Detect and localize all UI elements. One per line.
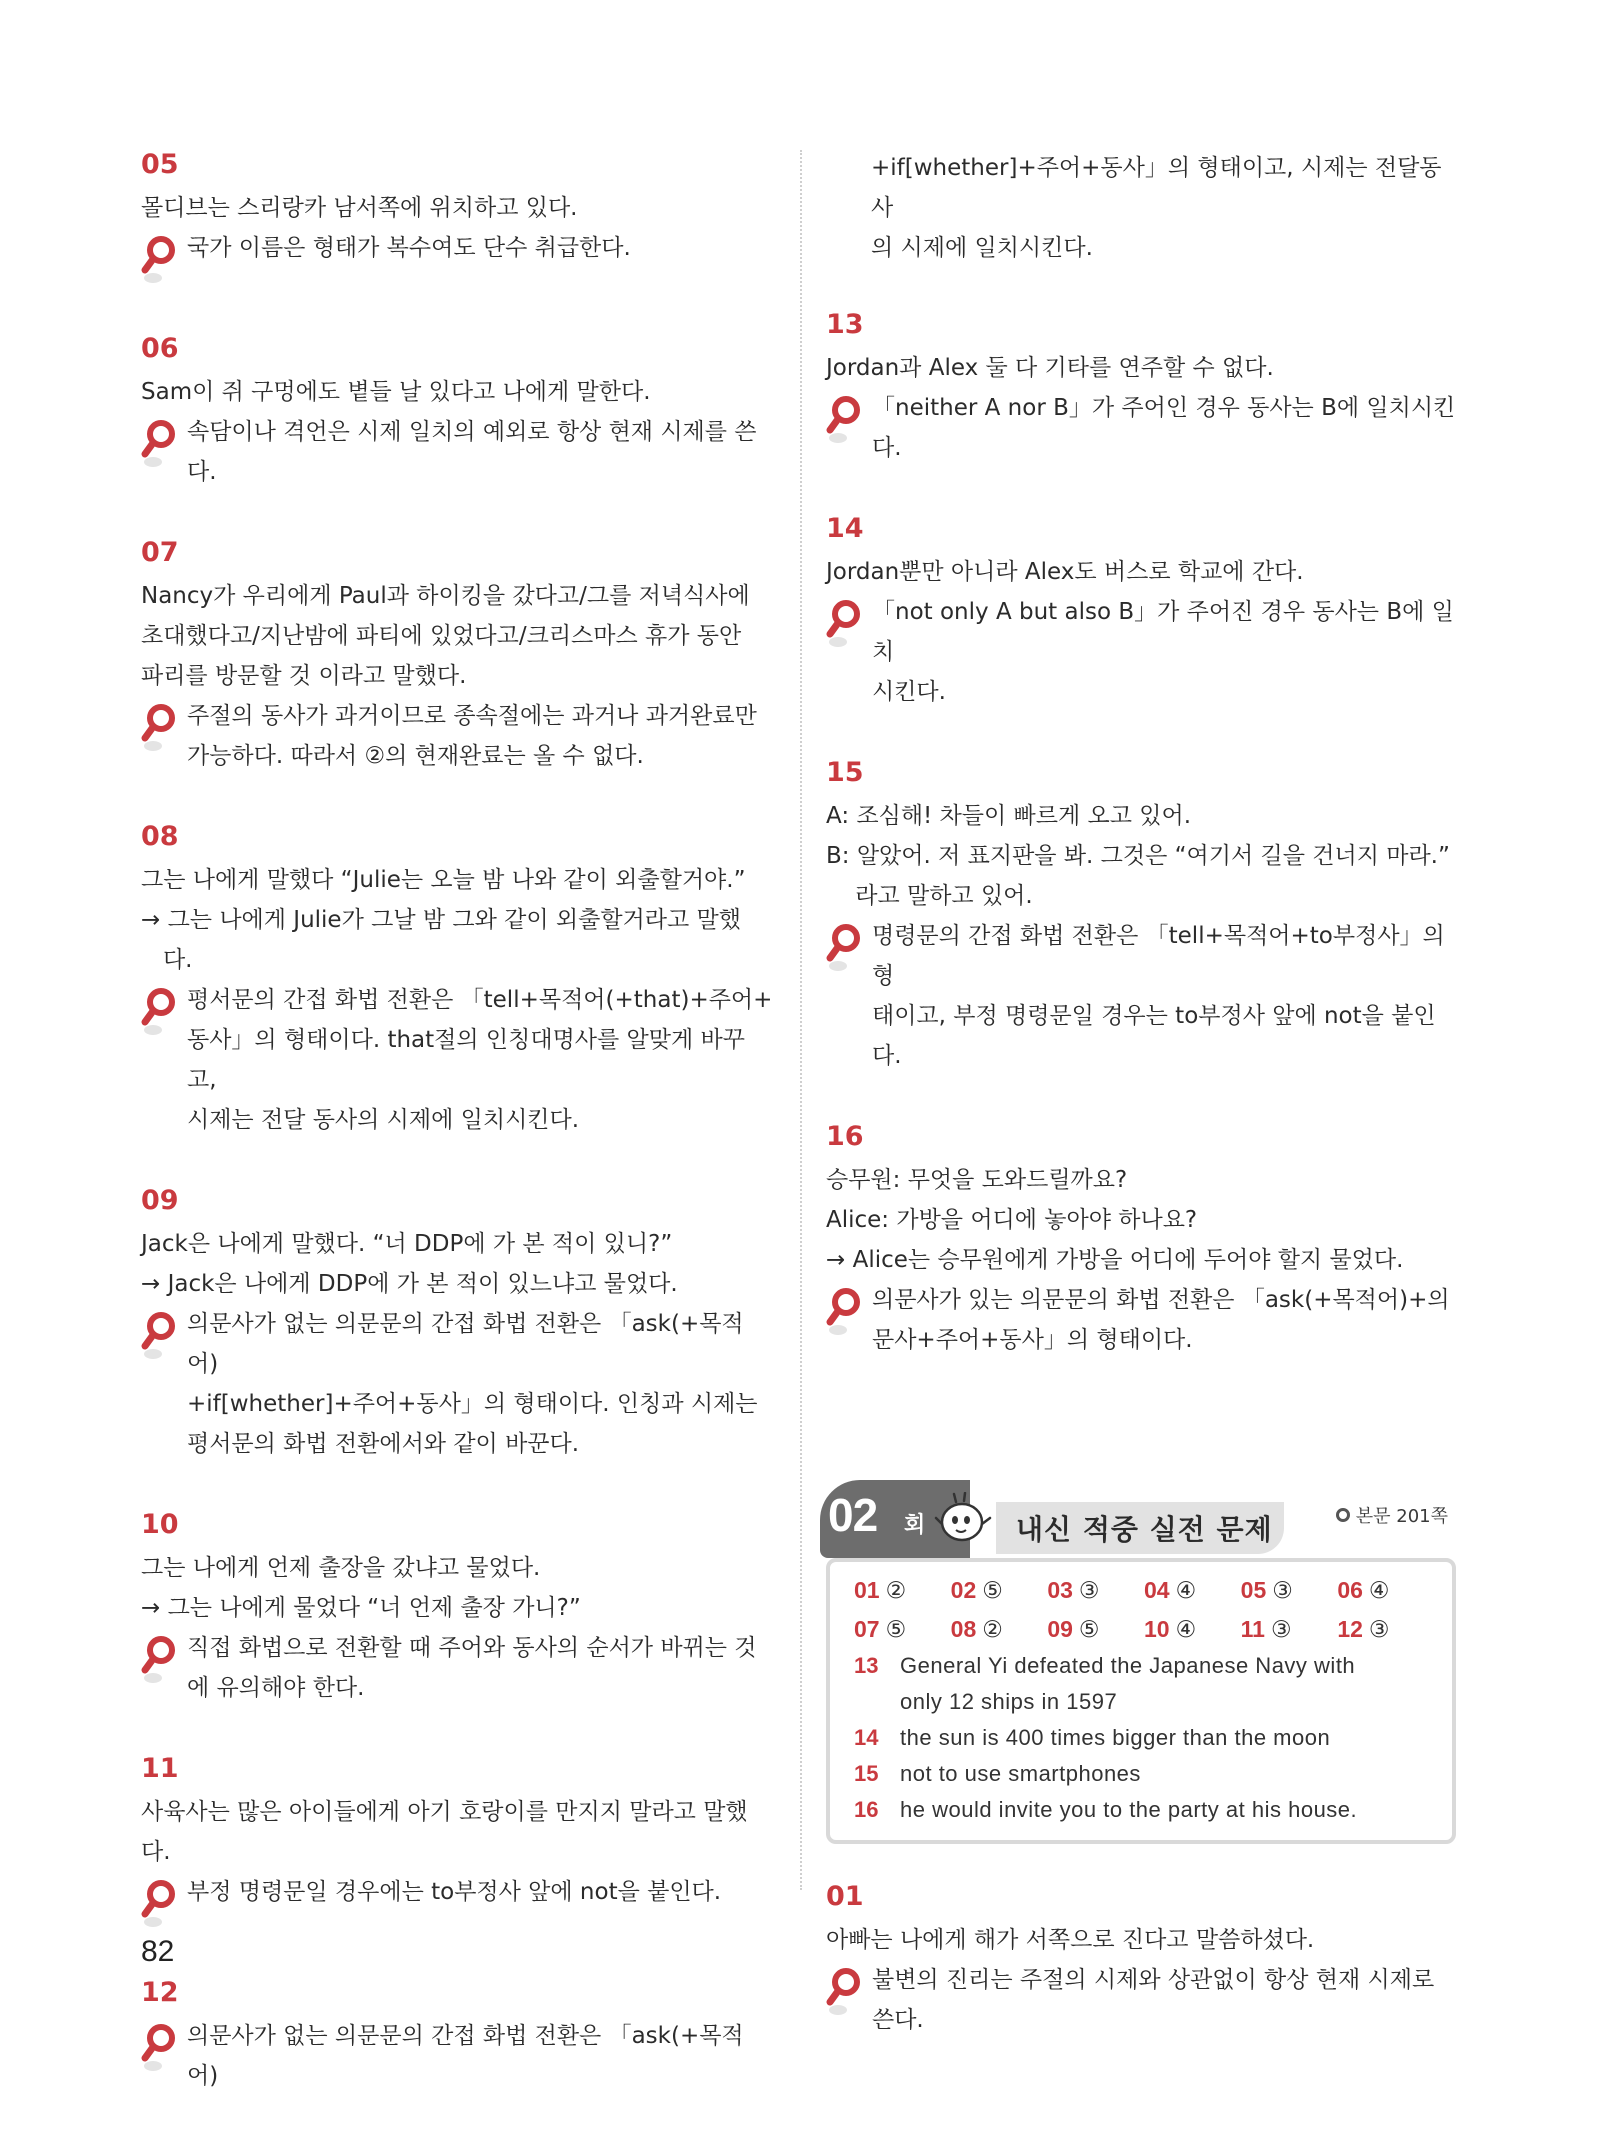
translation-line: → 그는 나에게 Julie가 그날 밤 그와 같이 외출할거라고 말했: [141, 907, 741, 933]
explanation-line: 평서문의 화법 전환에서와 같이 바꾼다.: [187, 1431, 580, 1457]
item-number: 07: [141, 537, 179, 568]
answer-cell: [1241, 1572, 1338, 1609]
magnifier-note-icon: [826, 394, 862, 448]
explanation-line: 「not only A but also B」가 주어진 경우 동사는 B에 일치: [872, 599, 1454, 665]
answer-number: 10: [1143, 1616, 1170, 1642]
answer-box-title: 내신 적중 실전 문제: [1016, 1513, 1273, 1546]
answer-cell: [854, 1611, 951, 1648]
explanation-line: 가능하다. 따라서 ②의 현재완료는 올 수 없다.: [187, 743, 644, 769]
explanation-note: [826, 388, 1456, 468]
magnifier-note-icon: [141, 1310, 177, 1364]
explanation-line: 다.: [872, 1043, 902, 1069]
page-reference-text: 본문 201쪽: [1355, 1506, 1448, 1527]
page-reference: [1336, 1502, 1448, 1528]
explanation-text: [872, 1280, 1450, 1360]
circle-bullet-icon: [1336, 1508, 1350, 1522]
explanation-text: [187, 1628, 757, 1708]
answer-box-section: [826, 1480, 1456, 1844]
explanation-line: 국가 이름은 형태가 복수여도 단수 취급한다.: [187, 235, 631, 261]
translation-line: Nancy가 우리에게 Paul과 하이킹을 갔다고/그를 저녁식사에: [141, 583, 750, 609]
answer-text: not to use smartphones: [900, 1761, 1141, 1786]
magnifier-note-icon: [141, 2022, 177, 2076]
item-number: 16: [826, 1121, 864, 1152]
translation-line: → 그는 나에게 물었다 “너 언제 출장 가니?”: [141, 1595, 581, 1621]
explanation-text: [872, 916, 1456, 1076]
explanation-text: [187, 2016, 773, 2096]
explanation-line: 직접 화법으로 전환할 때 주어와 동사의 순서가 바뀌는 것: [187, 1635, 757, 1661]
round-suffix: 회: [904, 1513, 926, 1538]
translation-line: B: 알았어. 저 표지판을 봐. 그것은 “여기서 길을 건너지 마라.”: [826, 843, 1450, 869]
mascot-icon: [934, 1492, 998, 1548]
explanation-line: 주절의 동사가 과거이므로 종속절에는 과거나 과거완료만: [187, 703, 757, 729]
item-09: [141, 1184, 773, 1464]
item-number: 13: [826, 309, 864, 340]
explanation-line: 태이고, 부정 명령문일 경우는 to부정사 앞에 not을 붙인: [872, 1003, 1436, 1029]
answer-number: 03: [1047, 1577, 1073, 1603]
answer-cell: [1337, 1572, 1434, 1609]
long-answer-row: [854, 1720, 1434, 1756]
explanation-note: [141, 412, 773, 492]
explanation-note: [141, 2016, 773, 2096]
answer-number: 11: [1240, 1616, 1265, 1642]
explanation-text: [187, 1872, 721, 1912]
explanation-line: 명령문의 간접 화법 전환은 「tell+목적어+to부정사」의 형: [872, 923, 1453, 989]
left-column: [141, 148, 773, 2140]
translation-line: 승무원: 무엇을 도와드릴까요?: [826, 1167, 1128, 1193]
answer-key-box: [826, 1558, 1456, 1844]
explanation-line: 「neither A nor B」가 주어인 경우 동사는 B에 일치시킨다.: [872, 395, 1456, 461]
answer-choice: ③: [1270, 1617, 1292, 1643]
explanation-note: [141, 228, 773, 288]
translation-line: Sam이 쥐 구멍에도 볕들 날 있다고 나에게 말한다.: [141, 379, 651, 405]
answer-number: 01: [854, 1577, 880, 1603]
answer-number: 07: [854, 1616, 880, 1642]
item-number: 11: [141, 1753, 179, 1784]
explanation-line: 시킨다.: [872, 679, 946, 705]
explanation-line: 동사」의 형태이다. that절의 인칭대명사를 알맞게 바꾸고,: [187, 1027, 745, 1093]
answer-number: 08: [950, 1616, 977, 1642]
answer-text: General Yi defeated the Japanese Navy with: [900, 1653, 1356, 1678]
translation-line: 사육사는 많은 아이들에게 아기 호랑이를 만지지 말라고 말했: [141, 1799, 748, 1825]
item-06: [141, 332, 773, 492]
item-11: [141, 1752, 773, 1932]
magnifier-note-icon: [826, 598, 862, 652]
item-number: 06: [141, 333, 179, 364]
answer-choice: ⑤: [885, 1617, 907, 1643]
translation-line: 그는 나에게 말했다 “Julie는 오늘 밤 나와 같이 외출할거야.”: [141, 867, 746, 893]
answer-number: 15: [854, 1761, 879, 1786]
post-answer-sections: [826, 1880, 1456, 2040]
answer-choice: ④: [1368, 1578, 1390, 1604]
explanation-text: [872, 1960, 1434, 2040]
answer-number: 05: [1240, 1577, 1267, 1603]
explanation-note: [141, 1304, 773, 1464]
explanation-line: 의문사가 없는 의문문의 간접 화법 전환은 「ask(+목적어): [187, 1311, 744, 1377]
long-answer-row: [854, 1648, 1434, 1684]
item-number: 09: [141, 1185, 179, 1216]
explanation-line: 문사+주어+동사」의 형태이다.: [872, 1327, 1193, 1353]
explanation-note: [826, 1280, 1456, 1360]
explanation-line: +if[whether]+주어+동사」의 형태이다. 인칭과 시제는: [187, 1391, 758, 1417]
item-01: [826, 1880, 1456, 2040]
translation-line: A: 조심해! 차들이 빠르게 오고 있어.: [826, 803, 1191, 829]
right-column: [826, 148, 1456, 2084]
item-05: [141, 148, 773, 288]
explanation-line: 불변의 진리는 주절의 시제와 상관없이 항상 현재 시제로: [872, 1967, 1435, 1993]
translation-line: 다.: [141, 1839, 171, 1865]
explanation-line: 속담이나 격언은 시제 일치의 예외로 항상 현재 시제를 쓴: [187, 419, 757, 445]
answer-number: 16: [854, 1797, 879, 1822]
answer-cell: [1337, 1611, 1434, 1648]
translation-line: 몰디브는 스리랑카 남서쪽에 위치하고 있다.: [141, 195, 578, 221]
translation-line: Jordan과 Alex 둘 다 기타를 연주할 수 없다.: [826, 355, 1274, 381]
answer-text: only 12 ships in 1597: [900, 1689, 1118, 1714]
explanation-line: 의문사가 없는 의문문의 간접 화법 전환은 「ask(+목적어): [187, 2023, 744, 2089]
answer-box-header: [826, 1480, 1456, 1558]
answer-choice: ⑤: [1078, 1617, 1100, 1643]
continued-note: [826, 148, 1456, 268]
translation-line: 초대했다고/지난밤에 파티에 있었다고/크리스마스 휴가 동안: [141, 623, 742, 649]
answer-cell: [1144, 1572, 1241, 1609]
explanation-text: [187, 228, 631, 268]
explanation-line: 평서문의 간접 화법 전환은 「tell+목적어(+that)+주어+: [187, 987, 773, 1013]
explanation-line: 시제는 전달 동사의 시제에 일치시킨다.: [187, 1107, 580, 1133]
answer-choice: ③: [1368, 1617, 1390, 1643]
magnifier-note-icon: [141, 1878, 177, 1932]
explanation-text: [187, 980, 773, 1140]
answer-cell: [1047, 1611, 1144, 1648]
column-divider: [800, 150, 802, 1890]
explanation-note: [141, 1628, 773, 1708]
answer-cell: [951, 1611, 1048, 1648]
answer-choice: ②: [885, 1578, 907, 1604]
item-14: [826, 512, 1456, 712]
explanation-note: [826, 592, 1456, 712]
explanation-note: [141, 980, 773, 1140]
item-number: 10: [141, 1509, 179, 1540]
item-number: 12: [141, 1977, 179, 2008]
round-number: 02: [828, 1489, 878, 1541]
translation-line: → Alice는 승무원에게 가방을 어디에 두어야 할지 물었다.: [826, 1247, 1404, 1273]
answer-choice: ④: [1175, 1617, 1197, 1643]
translation-line: 파리를 방문할 것 이라고 말했다.: [141, 663, 467, 689]
item-number: 15: [826, 757, 864, 788]
magnifier-note-icon: [141, 418, 177, 472]
explanation-line: +if[whether]+주어+동사」의 형태이고, 시제는 전달동사: [871, 155, 1442, 221]
item-10: [141, 1508, 773, 1708]
answer-number: 14: [854, 1725, 879, 1750]
answer-number: [854, 1684, 900, 1720]
magnifier-note-icon: [826, 1966, 862, 2020]
answer-choice: ②: [982, 1617, 1003, 1643]
answer-choice: ④: [1175, 1578, 1197, 1604]
long-answer-row: [854, 1792, 1434, 1828]
translation-line: 아빠는 나에게 해가 서쪽으로 진다고 말씀하셨다.: [826, 1927, 1315, 1953]
explanation-text: [187, 412, 757, 492]
answer-cell: [951, 1572, 1048, 1609]
translation-line: Jordan뿐만 아니라 Alex도 버스로 학교에 간다.: [826, 559, 1304, 585]
explanation-line: 에 유의해야 한다.: [187, 1675, 365, 1701]
short-answer-grid: [854, 1572, 1434, 1648]
explanation-line: 의 시제에 일치시킨다.: [871, 235, 1093, 261]
explanation-note: [141, 1872, 773, 1932]
explanation-line: 의문사가 있는 의문문의 화법 전환은 「ask(+목적어)+의: [872, 1287, 1450, 1313]
long-answer-list: [854, 1648, 1434, 1828]
explanation-note: [141, 696, 773, 776]
magnifier-note-icon: [141, 986, 177, 1040]
item-number: 08: [141, 821, 179, 852]
magnifier-note-icon: [826, 1286, 862, 1340]
answer-number: 02: [950, 1577, 977, 1603]
answer-cell: [1144, 1611, 1241, 1648]
magnifier-note-icon: [141, 702, 177, 756]
long-answer-row: [854, 1756, 1434, 1792]
explanation-line: 부정 명령문일 경우에는 to부정사 앞에 not을 붙인다.: [187, 1879, 722, 1905]
item-number: 01: [826, 1881, 864, 1912]
answer-choice: ③: [1078, 1578, 1100, 1604]
translation-line: Alice: 가방을 어디에 놓아야 하나요?: [826, 1207, 1198, 1233]
long-answer-row: [854, 1684, 1434, 1720]
item-13: [826, 308, 1456, 468]
explanation-note: [826, 916, 1456, 1076]
page-number: 82: [141, 1935, 175, 1968]
answer-cell: [854, 1572, 951, 1609]
item-16: [826, 1120, 1456, 1360]
explanation-note: [826, 1960, 1456, 2040]
explanation-text: [187, 1304, 773, 1464]
item-12: [141, 1976, 773, 2096]
answer-text: he would invite you to the party at his house.: [900, 1797, 1358, 1822]
answer-number: 12: [1337, 1616, 1363, 1642]
magnifier-note-icon: [826, 922, 862, 976]
item-15: [826, 756, 1456, 1076]
magnifier-note-icon: [141, 1634, 177, 1688]
explanation-text: [187, 696, 757, 776]
answer-number: 04: [1143, 1577, 1170, 1603]
item-08: [141, 820, 773, 1140]
translation-line: 그는 나에게 언제 출장을 갔냐고 물었다.: [141, 1555, 541, 1581]
answer-number: 13: [854, 1653, 879, 1678]
translation-line: → Jack은 나에게 DDP에 가 본 적이 있느냐고 물었다.: [141, 1271, 678, 1297]
translation-line: 라고 말하고 있어.: [826, 883, 1033, 909]
answer-cell: [1047, 1572, 1144, 1609]
answer-number: 09: [1047, 1616, 1073, 1642]
answer-number: 06: [1337, 1577, 1363, 1603]
item-number: 05: [141, 149, 179, 180]
explanation-text: [872, 388, 1456, 468]
item-number: 14: [826, 513, 864, 544]
item-07: [141, 536, 773, 776]
explanation-line: 다.: [187, 459, 217, 485]
answer-text: the sun is 400 times bigger than the moon: [900, 1725, 1331, 1750]
translation-line: 다.: [141, 947, 193, 973]
magnifier-note-icon: [141, 234, 177, 288]
translation-line: Jack은 나에게 말했다. “너 DDP에 가 본 적이 있니?”: [141, 1231, 673, 1257]
answer-cell: [1241, 1611, 1338, 1648]
answer-choice: ⑤: [982, 1578, 1003, 1604]
answer-choice: ③: [1272, 1578, 1293, 1604]
right-sections: [826, 308, 1456, 1360]
explanation-line: 쓴다.: [872, 2007, 924, 2033]
explanation-text: [872, 592, 1456, 712]
